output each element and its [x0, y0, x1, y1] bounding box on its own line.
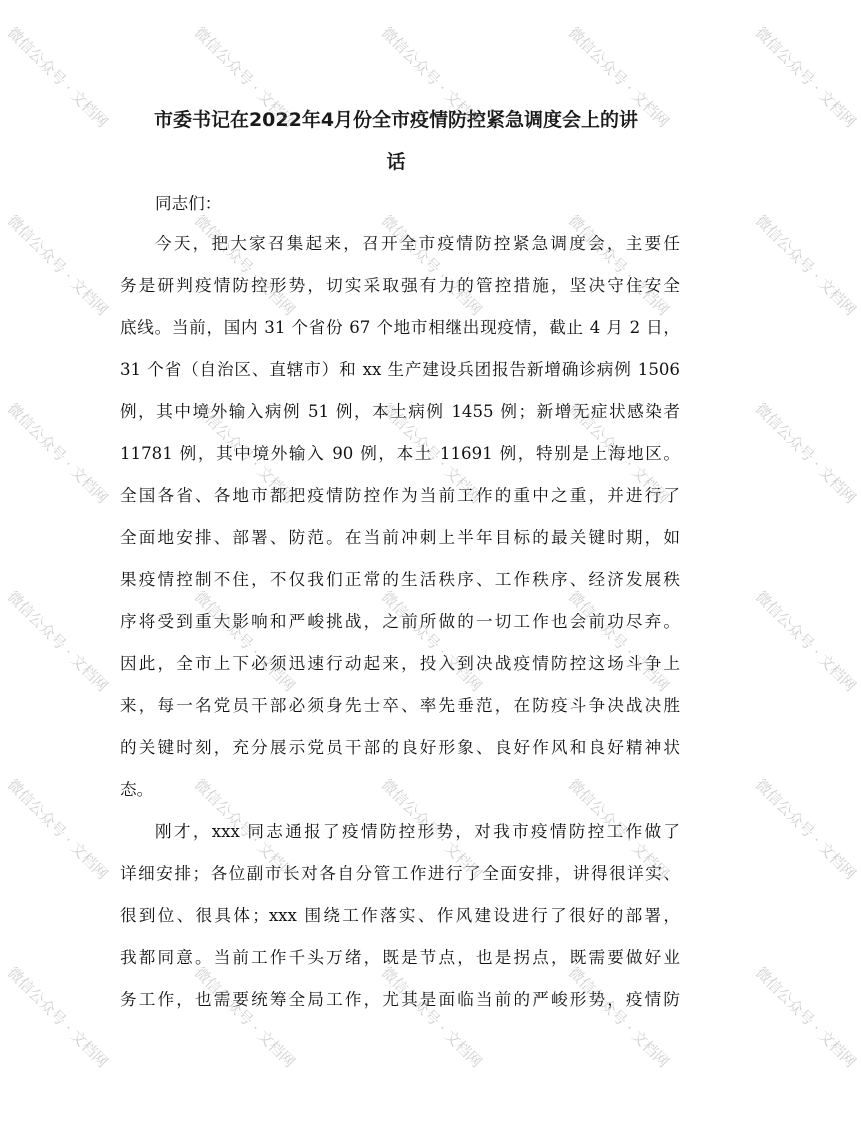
- body-line: 的关键时刻，充分展示党员干部的良好形象、良好作风和良好精神状: [120, 738, 680, 757]
- watermark: 微信公众号 · 文档网: [3, 211, 112, 320]
- body-line: 我都同意。当前工作千头万绪，既是节点，也是拐点，既需要做好业: [120, 948, 680, 967]
- watermark: 微信公众号 · 文档网: [3, 775, 112, 884]
- body-line: 序将受到重大影响和严峻挑战，之前所做的一切工作也会前功尽弃。: [120, 612, 680, 631]
- watermark: 微信公众号 · 文档网: [377, 399, 486, 508]
- watermark: 微信公众号 · 文档网: [377, 23, 486, 132]
- watermark: 微信公众号 · 文档网: [190, 211, 299, 320]
- body-line: 今天，把大家召集起来，召开全市疫情防控紧急调度会，主要任: [155, 234, 680, 253]
- body-line: 全面地安排、部署、防范。在当前冲刺上半年目标的最关键时期，如: [120, 528, 680, 547]
- body-line: 31 个省（自治区、直辖市）和 xx 生产建设兵团报告新增确诊病例 1506: [120, 360, 680, 379]
- body-line: 全国各省、各地市都把疫情防控作为当前工作的重中之重，并进行了: [120, 486, 680, 505]
- watermark: 微信公众号 · 文档网: [377, 775, 486, 884]
- watermark: 微信公众号 · 文档网: [190, 587, 299, 696]
- body-line: 11781 例，其中境外输入 90 例，本土 11691 例，特别是上海地区。: [120, 444, 680, 463]
- body-line: 务工作，也需要统筹全局工作，尤其是面临当前的严峻形势，疫情防: [120, 990, 680, 1009]
- body-line: 态。: [120, 780, 154, 799]
- body-line: 务是研判疫情防控形势，切实采取强有力的管控措施，坚决守住安全: [120, 276, 680, 295]
- watermark: 微信公众号 · 文档网: [751, 587, 860, 696]
- body-line: 底线。当前，国内 31 个省份 67 个地市相继出现疫情，截止 4 月 2 日，: [120, 318, 680, 337]
- document-title-line-2: 话: [386, 151, 406, 173]
- body-line: 刚才，xxx 同志通报了疫情防控形势，对我市疫情防控工作做了: [155, 822, 680, 841]
- body-line: 例，其中境外输入病例 51 例，本土病例 1455 例；新增无症状感染者: [120, 402, 680, 421]
- watermark: 微信公众号 · 文档网: [564, 211, 673, 320]
- watermark: 微信公众号 · 文档网: [564, 587, 673, 696]
- watermark: 微信公众号 · 文档网: [3, 587, 112, 696]
- watermark: 微信公众号 · 文档网: [564, 23, 673, 132]
- watermark: 微信公众号 · 文档网: [751, 963, 860, 1072]
- watermark: 微信公众号 · 文档网: [751, 775, 860, 884]
- watermark: 微信公众号 · 文档网: [190, 963, 299, 1072]
- watermark: 微信公众号 · 文档网: [564, 775, 673, 884]
- watermark: 微信公众号 · 文档网: [377, 211, 486, 320]
- salutation: 同志们：: [155, 194, 222, 213]
- body-line: 来，每一名党员干部必须身先士卒、率先垂范，在防疫斗争决战决胜: [120, 696, 680, 715]
- watermark: 微信公众号 · 文档网: [3, 963, 112, 1072]
- watermark: 微信公众号 · 文档网: [377, 963, 486, 1072]
- body-line: 因此，全市上下必须迅速行动起来，投入到决战疫情防控这场斗争上: [120, 654, 680, 673]
- watermark: 微信公众号 · 文档网: [564, 399, 673, 508]
- watermark: 微信公众号 · 文档网: [751, 211, 860, 320]
- body-line: 很到位、很具体；xxx 围绕工作落实、作风建设进行了很好的部署，: [120, 906, 680, 925]
- watermark: 微信公众号 · 文档网: [751, 23, 860, 132]
- body-line: 果疫情控制不住，不仅我们正常的生活秩序、工作秩序、经济发展秩: [120, 570, 680, 589]
- document-title-line-1: 市委书记在2022年4月份全市疫情防控紧急调度会上的讲: [153, 109, 639, 131]
- watermark: 微信公众号 · 文档网: [3, 399, 112, 508]
- watermark: 微信公众号 · 文档网: [190, 399, 299, 508]
- watermark: 微信公众号 · 文档网: [190, 775, 299, 884]
- watermark: 微信公众号 · 文档网: [3, 23, 112, 132]
- watermark: 微信公众号 · 文档网: [190, 23, 299, 132]
- body-line: 详细安排；各位副市长对各自分管工作进行了全面安排，讲得很详实、: [120, 864, 680, 883]
- watermark: 微信公众号 · 文档网: [377, 587, 486, 696]
- watermark: 微信公众号 · 文档网: [751, 399, 860, 508]
- watermark: 微信公众号 · 文档网: [564, 963, 673, 1072]
